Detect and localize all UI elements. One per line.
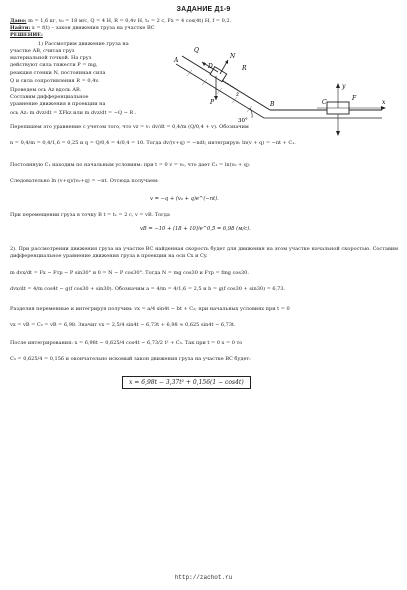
solution-label: РЕШЕНИЕ: [10, 32, 43, 38]
label-f: F [352, 95, 357, 102]
paragraph-3: n = 0,4/m = 0,4/1,6 = 0,25 и q = Q/0,4 = 4/0,4 = 10. Тогда dv/(v+q) = −ndt; интегрируя: ln(v + q) = −nt + C₁. [10, 140, 296, 146]
paragraph-10: C₃ = 0,625/4 = 0,156 и окончательно искомый закон движения груза на участке ВС будет: [10, 356, 251, 362]
axis-y-head [336, 83, 340, 88]
force-p-head [214, 96, 218, 100]
find-line [10, 25, 154, 32]
label-d: D [208, 63, 213, 70]
gravity-head-bc [336, 131, 340, 136]
paragraph-5: Следовательно ln (v+q)/(v₀+q) = −nt. Отсюда получаем: [10, 178, 159, 184]
p1-line1: 1) Рассмотрим движение груза на [38, 41, 129, 47]
p1-line3: материальной точкой. На груз [10, 55, 92, 61]
p1-line2: участке АВ, считая груз [10, 48, 75, 54]
p1-line4: действуют сила тяжести P = mg, [10, 62, 98, 68]
label-n: N [230, 53, 236, 60]
label-a: A [174, 57, 179, 64]
p1-line9: уравнение движения в проекции на [10, 101, 106, 107]
paragraph-2: Перепишем это уравнение с учетом того, что vz = v: dv/dt = 0,4/m (Q/0,4 + v). Обозначим [10, 124, 249, 130]
label-q: Q [194, 47, 199, 54]
formula-bc-equations: m dvx/dt = Fx − Fтр − P sin30° и 0 = N − P cos30°. Тогда N = mg cos30 и Fтр = fmg cos30. [10, 270, 249, 276]
p1-line10: ось Az: m dvz/dt = ΣFkz или m dvz/dt = −Q − R . [10, 110, 137, 116]
formula-vb: vB = −10 + (18 + 10)/e^0,5 = 6,98 (м/с). [140, 226, 251, 232]
given-text: m = 1,6 кг, v₀ = 18 м/с, Q = 4 Н, R = 0,4v Н, t₁ = 2 с, Fx = 4 cos(4t) Н, f = 0,2. [28, 18, 232, 24]
label-z: z [236, 91, 240, 98]
p1-line6: Q и сила сопротивления R = 0,4v. [10, 78, 100, 84]
label-c: C [322, 99, 327, 106]
paragraph-4: Постоянную C₁ находим по начальным условиям: при t = 0 v = v₀, что дает C₁ = ln(v₀ + q). [10, 162, 251, 168]
formula-vx: vx = vB = C₂ = vB = 6,98. Значит vx = 2,5/4 sin4t − 6,73t + 6,98 ≈ 0,625 sin4t − 6,73t. [10, 322, 236, 328]
label-b: B [270, 101, 275, 108]
label-y: y [342, 83, 346, 90]
p1-line7: Проведем ось Az вдоль АВ. [10, 87, 82, 93]
label-r: R [242, 65, 247, 72]
paragraph-6: При перемещении груза в точку В t = t₁ = 2 с, v = vB. Тогда [10, 212, 170, 218]
formula-velocity: v = −q + (v₀ + q)e^(−nt). [150, 196, 219, 202]
given-line [10, 18, 231, 25]
footer-url[interactable]: http://zachot.ru [174, 574, 233, 581]
paragraph-8: Разделяя переменные и интегрируя получим: vx = a/4 sin4t − bt + C₂; при начальных условиях при t = 0 [10, 306, 290, 312]
formula-bc-notation: dvx/dt = 4/m cos4t − g(f cos30 + sin30). Обозначим a = 4/m = 4/1,6 = 2,5 и b = g(f cos30 + sin30) = 6,73. [10, 286, 286, 292]
label-x: x [382, 99, 386, 106]
incline-diagram [172, 38, 402, 148]
axis-x-head [381, 106, 386, 110]
paragraph-9: После интегрирования: x = 6,98t − 0,625/4 cos4t − 6,73/2 t² + C₃. Так при t = 0 x = 0 то [10, 340, 243, 346]
final-answer-box: x = 6,98t − 3,37t² + 0,156(1 − cos4t) [122, 376, 251, 389]
find-text: x = f(t) – закон движения груза на участке ВС [31, 25, 155, 31]
label-p: P [210, 99, 215, 106]
paragraph-7: 2). При рассмотрении движения груза на участке ВС найденная скорость будет для движения на этом участке начальной скоростью. Составим дифференциальное уравнение движения груза в проекции на оси Cx и Cy. [10, 246, 398, 259]
p1-line5: реакция стенки N, постоянная сила [10, 70, 106, 76]
page-title: ЗАДАНИЕ Д1-9 [176, 6, 231, 13]
label-angle: 30° [238, 118, 248, 124]
p1-line8: Составим дифференциальное [10, 94, 89, 100]
find-label: Найти: [10, 25, 31, 31]
given-label: Дано: [10, 18, 27, 24]
